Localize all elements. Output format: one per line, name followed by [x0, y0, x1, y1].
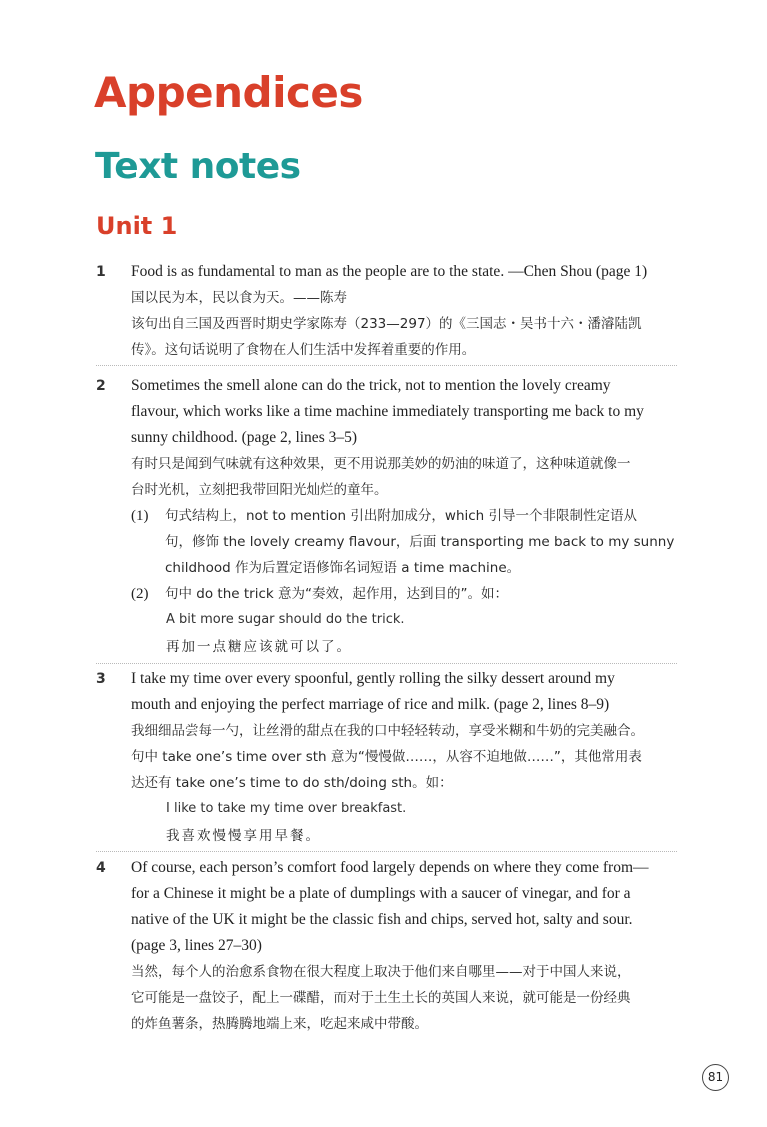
note-body — [131, 259, 676, 363]
chinese-text: 台时光机，立刻把我带回阳光灿烂的童年。 — [131, 482, 388, 498]
note-number: 3 — [96, 671, 106, 687]
chinese-text: 传》。这句话说明了食物在人们生活中发挥着重要的作用。 — [131, 342, 476, 358]
chinese-text: 当然，每个人的治愈系食物在很大程度上取决于他们来自哪里——对于中国人来说， — [131, 964, 631, 980]
chinese-text: 它可能是一盘饺子，配上一碟醋，而对于土生土长的英国人来说，就可能是一份经典 — [131, 990, 631, 1006]
english-text: (page 3, lines 27–30) — [131, 937, 262, 954]
section-heading: Text notes — [95, 146, 301, 187]
chinese-text: 国以民为本，民以食为天。——陈寿 — [131, 290, 347, 306]
sub-point-text: childhood 作为后置定语修饰名词短语 a time machine。 — [165, 560, 521, 576]
english-text: sunny childhood. (page 2, lines 3–5) — [131, 429, 358, 446]
chinese-text: 达还有 take one’s time to do sth/doing sth。如： — [131, 775, 453, 791]
sub-point-marker: (2) — [131, 586, 149, 602]
sub-point-marker: (1) — [131, 508, 149, 524]
example-translation: 再加一点糖应该就可以了。 — [166, 639, 352, 655]
english-text: flavour, which works like a time machine immediately transporting me back to my — [131, 403, 644, 420]
english-text: Of course, each person’s comfort food largely depends on where they come from— — [131, 859, 649, 876]
chinese-text: 有时只是闻到气味就有这种效果，更不用说那美妙的奶油的味道了，这种味道就像一 — [131, 456, 631, 472]
text-note-2 — [96, 373, 676, 661]
text-note-4 — [96, 855, 676, 1037]
english-text: mouth and enjoying the perfect marriage of rice and milk. (page 2, lines 8–9) — [131, 696, 610, 713]
dotted-divider — [96, 365, 677, 366]
dotted-divider — [96, 851, 677, 852]
english-text: I take my time over every spoonful, gently rolling the silky dessert around my — [131, 670, 615, 687]
page-number: 81 — [702, 1064, 729, 1091]
example-sentence: A bit more sugar should do the trick. — [166, 612, 405, 627]
sub-point-2 — [131, 581, 676, 607]
note-number: 1 — [96, 264, 106, 280]
sub-point-text: 句，修饰 the lovely creamy flavour，后面 transporting me back to my sunny — [165, 534, 675, 550]
english-text: native of the UK it might be the classic fish and chips, served hot, salty and sour. — [131, 911, 633, 928]
chinese-text: 该句出自三国及西晋时期史学家陈寿（233—297）的《三国志・吴书十六・潘濬陆凯 — [131, 316, 642, 332]
note-body — [131, 855, 676, 1037]
text-note-3 — [96, 666, 676, 850]
example-translation: 我喜欢慢慢享用早餐。 — [166, 828, 321, 844]
sub-point-1 — [131, 503, 676, 581]
page-title: Appendices — [94, 68, 363, 117]
dotted-divider — [96, 663, 677, 664]
sub-point-text: 句式结构上，not to mention 引出附加成分，which 引导一个非限制性定语从 — [165, 508, 638, 524]
english-text: Sometimes the smell alone can do the trick, not to mention the lovely creamy — [131, 377, 611, 394]
note-number: 4 — [96, 860, 106, 876]
chinese-text: 句中 take one’s time over sth 意为“慢慢做……，从容不迫地做……”，其他常用表 — [131, 749, 642, 765]
unit-heading: Unit 1 — [96, 212, 178, 240]
note-number: 2 — [96, 378, 106, 394]
text-note-1 — [96, 259, 676, 363]
english-text: Food is as fundamental to man as the people are to the state. —Chen Shou (page 1) — [131, 263, 648, 280]
chinese-text: 我细细品尝每一勺，让丝滑的甜点在我的口中轻轻转动，享受米糊和牛奶的完美融合。 — [131, 723, 644, 739]
chinese-text: 的炸鱼薯条，热腾腾地端上来，吃起来咸中带酸。 — [131, 1016, 428, 1032]
note-body — [131, 666, 676, 850]
note-body — [131, 373, 676, 661]
example-sentence: I like to take my time over breakfast. — [166, 801, 407, 816]
english-text: for a Chinese it might be a plate of dumplings with a saucer of vinegar, and for a — [131, 885, 631, 902]
sub-point-text: 句中 do the trick 意为“奏效，起作用，达到目的”。如： — [165, 586, 508, 602]
